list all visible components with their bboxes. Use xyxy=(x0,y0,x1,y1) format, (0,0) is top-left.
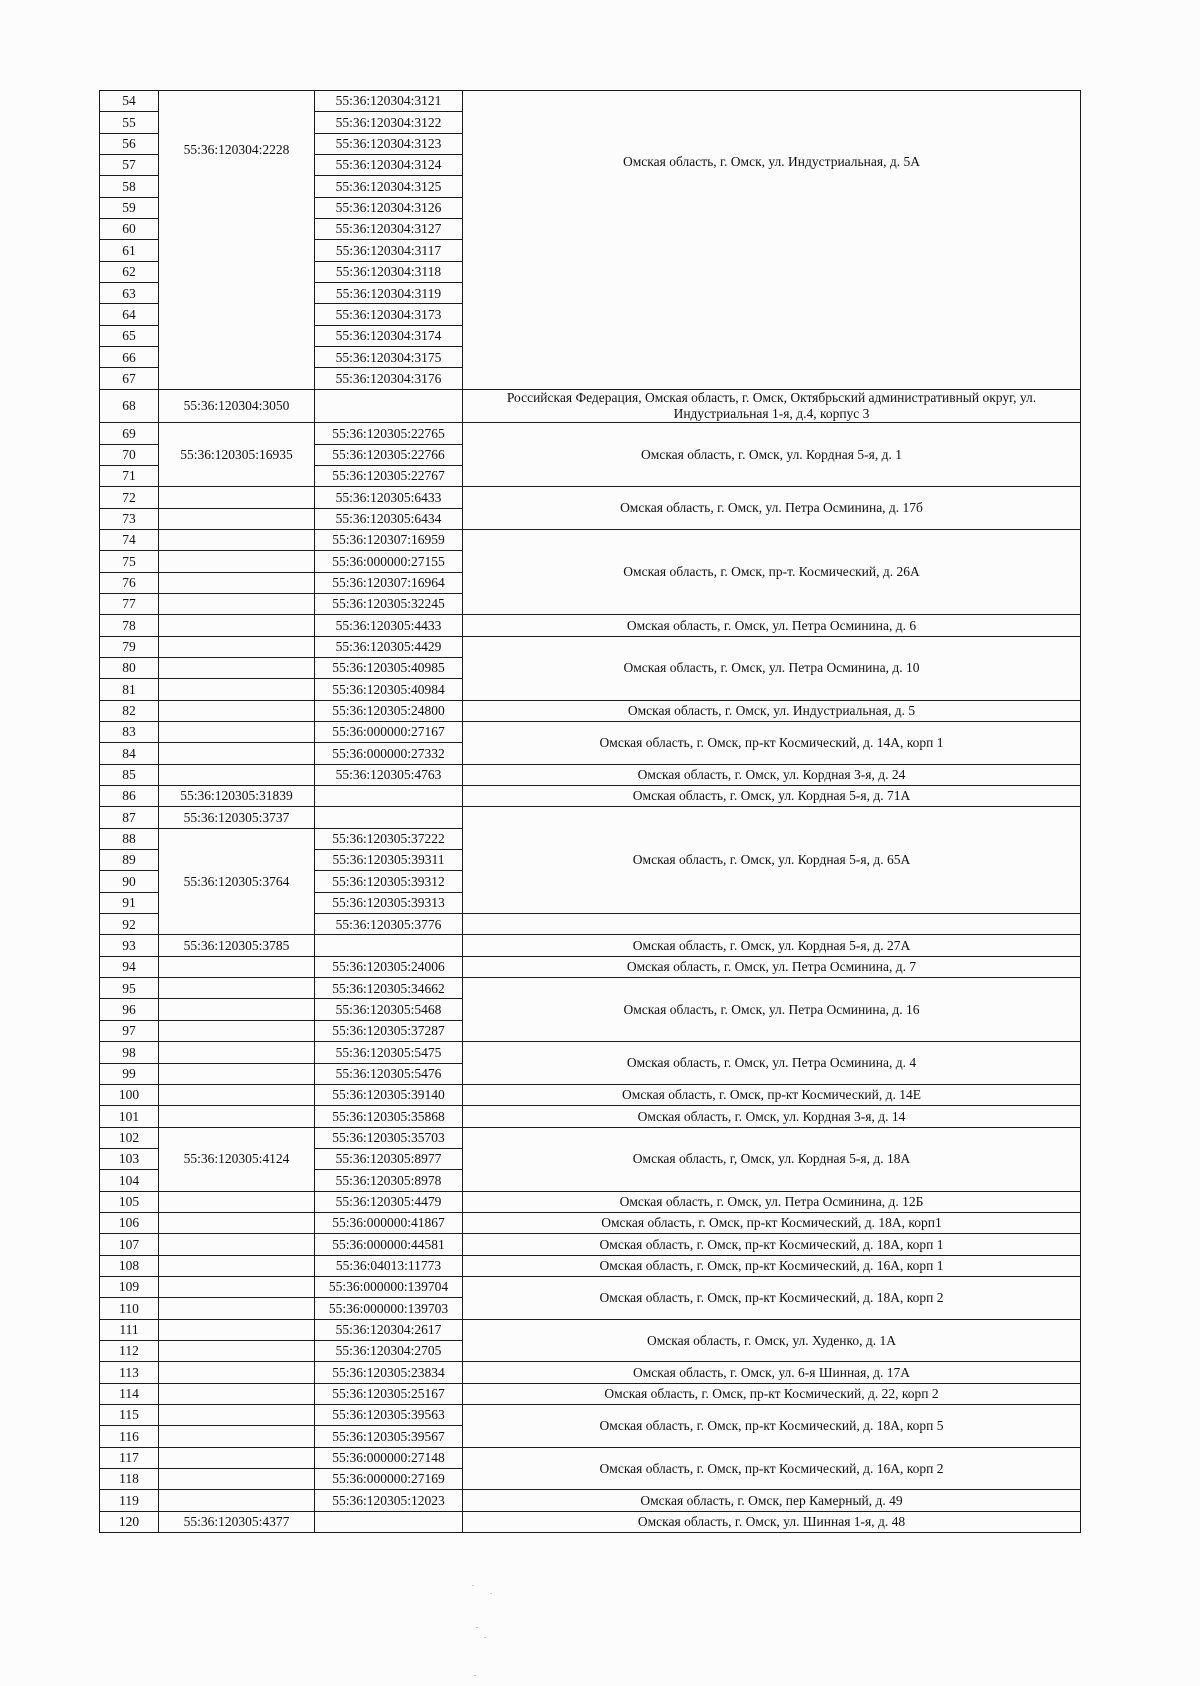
object-cadastral-number xyxy=(463,914,1081,935)
table-row xyxy=(100,956,1081,977)
row-number: 59 xyxy=(100,197,159,218)
object-cadastral-number: 55:36:120304:3125 xyxy=(315,176,463,197)
row-number: 58 xyxy=(100,176,159,197)
object-cadastral-number: 55:36:120305:4429 xyxy=(315,636,463,657)
row-number: 56 xyxy=(100,133,159,154)
table-row xyxy=(100,1212,1081,1233)
object-address: Омская область, г. Омск, ул. Петра Осминина, д. 6 xyxy=(463,615,1081,636)
object-address: Омская область, г. Омск, ул. Кордная 3-я, д. 24 xyxy=(463,764,1081,785)
row-number: 57 xyxy=(100,155,159,176)
land-cadastral-number xyxy=(159,1362,315,1383)
object-address: Омская область, г. Омск, ул. Петра Осминина, д. 17б xyxy=(463,487,1081,530)
row-number: 112 xyxy=(100,1340,159,1361)
land-cadastral-number xyxy=(159,1084,315,1105)
object-address: Омская область, г. Омск, пр-кт Космический, д. 14А, корп 1 xyxy=(463,722,1081,765)
object-address: Омская область, г. Омск, пр-кт Космический, д. 16А, корп 1 xyxy=(463,1255,1081,1276)
row-number: 75 xyxy=(100,551,159,572)
row-number: 61 xyxy=(100,240,159,261)
row-number: 67 xyxy=(100,368,159,389)
object-cadastral-number: 55:36:120305:4479 xyxy=(315,1191,463,1212)
cadastral-objects-table xyxy=(99,90,1081,1533)
land-cadastral-number xyxy=(159,722,315,743)
object-cadastral-number: 55:36:120304:3174 xyxy=(315,325,463,346)
object-cadastral-number: 55:36:120305:12023 xyxy=(315,1490,463,1511)
object-cadastral-number xyxy=(315,807,463,828)
row-number: 94 xyxy=(100,956,159,977)
object-address: Омская область, г. Омск, ул. Петра Осминина, д. 4 xyxy=(463,1042,1081,1085)
object-cadastral-number: 55:36:04013:11773 xyxy=(315,1255,463,1276)
row-number: 100 xyxy=(100,1084,159,1105)
object-cadastral-number: 55:36:000000:139704 xyxy=(315,1276,463,1297)
object-cadastral-number: 55:36:000000:27169 xyxy=(315,1469,463,1490)
row-number: 102 xyxy=(100,1127,159,1148)
object-cadastral-number: 55:36:120304:3175 xyxy=(315,347,463,368)
object-cadastral-number xyxy=(315,1511,463,1532)
row-number: 71 xyxy=(100,465,159,486)
land-cadastral-number xyxy=(159,1255,315,1276)
object-cadastral-number: 55:36:120304:3123 xyxy=(315,133,463,154)
table-row xyxy=(100,389,1081,422)
land-cadastral-number xyxy=(159,956,315,977)
object-cadastral-number xyxy=(315,935,463,956)
object-cadastral-number: 55:36:000000:41867 xyxy=(315,1212,463,1233)
row-number: 103 xyxy=(100,1148,159,1169)
row-number: 74 xyxy=(100,529,159,550)
land-cadastral-number xyxy=(159,593,315,614)
object-address: Омская область, г. Омск, ул. Индустриальная, д. 5 xyxy=(463,700,1081,721)
table-row xyxy=(100,91,1081,112)
land-cadastral-number: 55:36:120305:3764 xyxy=(159,828,315,935)
table-row xyxy=(100,978,1081,999)
table-row xyxy=(100,935,1081,956)
table-row xyxy=(100,1511,1081,1532)
object-cadastral-number: 55:36:120305:40985 xyxy=(315,657,463,678)
table-row xyxy=(100,487,1081,508)
object-address: Омская область, г. Омск, ул. Петра Осминина, д. 16 xyxy=(463,978,1081,1042)
object-cadastral-number: 55:36:120305:8978 xyxy=(315,1170,463,1191)
table-row xyxy=(100,1255,1081,1276)
object-cadastral-number: 55:36:120305:39563 xyxy=(315,1405,463,1426)
row-number: 89 xyxy=(100,850,159,871)
object-address: Омская область, г. Омск, ул. Петра Осминина, д. 12Б xyxy=(463,1191,1081,1212)
row-number: 86 xyxy=(100,786,159,807)
row-number: 92 xyxy=(100,914,159,935)
land-cadastral-number: 55:36:120305:31839 xyxy=(159,786,315,807)
land-cadastral-number xyxy=(159,764,315,785)
object-cadastral-number: 55:36:120305:39140 xyxy=(315,1084,463,1105)
row-number: 99 xyxy=(100,1063,159,1084)
object-cadastral-number: 55:36:120305:37287 xyxy=(315,1020,463,1041)
object-address: Омская область, г. Омск, пр-кт Космический, д. 18А, корп 1 xyxy=(463,1234,1081,1255)
row-number: 117 xyxy=(100,1447,159,1468)
object-cadastral-number: 55:36:120305:23834 xyxy=(315,1362,463,1383)
object-cadastral-number: 55:36:000000:139703 xyxy=(315,1298,463,1319)
land-cadastral-number xyxy=(159,1042,315,1063)
table-row xyxy=(100,786,1081,807)
row-number: 81 xyxy=(100,679,159,700)
row-number: 79 xyxy=(100,636,159,657)
row-number: 73 xyxy=(100,508,159,529)
row-number: 111 xyxy=(100,1319,159,1340)
land-cadastral-number xyxy=(159,529,315,550)
object-address: Омская область, г. Омск, пр-кт Космический, д. 18А, корп1 xyxy=(463,1212,1081,1233)
row-number: 96 xyxy=(100,999,159,1020)
land-cadastral-number: 55:36:120305:3776 xyxy=(315,914,463,935)
row-number: 98 xyxy=(100,1042,159,1063)
land-cadastral-number: 55:36:120305:3785 xyxy=(159,935,315,956)
land-cadastral-number xyxy=(159,1426,315,1447)
land-cadastral-number xyxy=(159,615,315,636)
land-cadastral-number xyxy=(159,1212,315,1233)
land-cadastral-number: 55:36:120305:3737 xyxy=(159,807,315,828)
object-cadastral-number: 55:36:120305:22765 xyxy=(315,423,463,444)
land-cadastral-number xyxy=(159,1447,315,1468)
row-number: 105 xyxy=(100,1191,159,1212)
land-cadastral-number xyxy=(159,1191,315,1212)
land-cadastral-number xyxy=(159,657,315,678)
row-number: 120 xyxy=(100,1511,159,1532)
object-address: Омская область, г, Омск, ул. Кордная 5-я, д. 18А xyxy=(463,1127,1081,1191)
object-address: Омская область, г. Омск, ул. Кордная 5-я, д. 71А xyxy=(463,786,1081,807)
object-cadastral-number: 55:36:120305:39311 xyxy=(315,850,463,871)
object-cadastral-number: 55:36:120305:32245 xyxy=(315,593,463,614)
row-number: 82 xyxy=(100,700,159,721)
land-cadastral-number xyxy=(159,508,315,529)
table-row xyxy=(100,1234,1081,1255)
row-number: 80 xyxy=(100,657,159,678)
object-cadastral-number: 55:36:120305:24006 xyxy=(315,956,463,977)
object-cadastral-number: 55:36:120305:4433 xyxy=(315,615,463,636)
land-cadastral-number: 55:36:120304:3050 xyxy=(159,389,315,422)
land-cadastral-number xyxy=(159,1276,315,1297)
land-cadastral-number xyxy=(159,636,315,657)
land-cadastral-number xyxy=(159,1020,315,1041)
object-address: Омская область, г. Омск, пер Камерный, д. 49 xyxy=(463,1490,1081,1511)
row-number: 68 xyxy=(100,389,159,422)
land-cadastral-number: 55:36:120305:16935 xyxy=(159,423,315,487)
object-cadastral-number: 55:36:120305:8977 xyxy=(315,1148,463,1169)
land-cadastral-number xyxy=(159,700,315,721)
land-cadastral-number xyxy=(159,1063,315,1084)
object-cadastral-number: 55:36:120304:2705 xyxy=(315,1340,463,1361)
land-cadastral-number xyxy=(159,487,315,508)
row-number: 104 xyxy=(100,1170,159,1191)
object-cadastral-number: 55:36:120305:39313 xyxy=(315,892,463,913)
object-cadastral-number: 55:36:120304:3118 xyxy=(315,261,463,282)
table-row xyxy=(100,636,1081,657)
table-row xyxy=(100,1447,1081,1468)
land-cadastral-number: 55:36:120304:2228 xyxy=(159,91,315,390)
row-number: 95 xyxy=(100,978,159,999)
table-row xyxy=(100,529,1081,550)
table-row xyxy=(100,764,1081,785)
row-number: 54 xyxy=(100,91,159,112)
row-number: 113 xyxy=(100,1362,159,1383)
row-number: 63 xyxy=(100,283,159,304)
object-cadastral-number: 55:36:120304:3176 xyxy=(315,368,463,389)
row-number: 97 xyxy=(100,1020,159,1041)
object-cadastral-number xyxy=(315,389,463,422)
object-address: Омская область, г. Омск, пр-кт Космический, д. 18А, корп 2 xyxy=(463,1276,1081,1319)
row-number: 118 xyxy=(100,1469,159,1490)
row-number: 101 xyxy=(100,1106,159,1127)
row-number: 77 xyxy=(100,593,159,614)
object-cadastral-number: 55:36:120305:5475 xyxy=(315,1042,463,1063)
object-address: Омская область, г. Омск, ул. Шинная 1-я, д. 48 xyxy=(463,1511,1081,1532)
object-cadastral-number: 55:36:120305:24800 xyxy=(315,700,463,721)
object-cadastral-number: 55:36:000000:44581 xyxy=(315,1234,463,1255)
land-cadastral-number: 55:36:120305:4377 xyxy=(159,1511,315,1532)
table-row xyxy=(100,1042,1081,1063)
object-cadastral-number: 55:36:120305:34662 xyxy=(315,978,463,999)
object-address: Омская область, г. Омск, пр-кт Космический, д. 14Е xyxy=(463,1084,1081,1105)
row-number: 106 xyxy=(100,1212,159,1233)
land-cadastral-number xyxy=(159,1298,315,1319)
object-address: Омская область, г. Омск, пр-кт Космический, д. 22, корп 2 xyxy=(463,1383,1081,1404)
object-cadastral-number: 55:36:120305:4763 xyxy=(315,764,463,785)
object-cadastral-number: 55:36:120305:35703 xyxy=(315,1127,463,1148)
row-number: 72 xyxy=(100,487,159,508)
row-number: 55 xyxy=(100,112,159,133)
land-cadastral-number xyxy=(159,1383,315,1404)
table-row xyxy=(100,615,1081,636)
object-address: Омская область, г. Омск, ул. Петра Осминина, д. 10 xyxy=(463,636,1081,700)
table-row xyxy=(100,1383,1081,1404)
row-number: 84 xyxy=(100,743,159,764)
land-cadastral-number xyxy=(159,1234,315,1255)
row-number: 93 xyxy=(100,935,159,956)
row-number: 116 xyxy=(100,1426,159,1447)
object-address: Омская область, г. Омск, пр-т. Космический, д. 26А xyxy=(463,529,1081,614)
row-number: 70 xyxy=(100,444,159,465)
object-cadastral-number: 55:36:120304:3122 xyxy=(315,112,463,133)
row-number: 65 xyxy=(100,325,159,346)
object-cadastral-number: 55:36:120305:6434 xyxy=(315,508,463,529)
object-cadastral-number: 55:36:120304:3173 xyxy=(315,304,463,325)
land-cadastral-number xyxy=(159,1319,315,1340)
table-row xyxy=(100,1362,1081,1383)
object-cadastral-number: 55:36:120305:5476 xyxy=(315,1063,463,1084)
table-row xyxy=(100,1106,1081,1127)
object-cadastral-number: 55:36:120307:16964 xyxy=(315,572,463,593)
row-number: 109 xyxy=(100,1276,159,1297)
row-number: 60 xyxy=(100,219,159,240)
object-address: Омская область, г. Омск, ул. 6-я Шинная, д. 17А xyxy=(463,1362,1081,1383)
table-row xyxy=(100,1319,1081,1340)
object-address: Омская область, г. Омск, ул. Кордная 5-я, д. 65А xyxy=(463,807,1081,914)
table-row xyxy=(100,1490,1081,1511)
row-number: 107 xyxy=(100,1234,159,1255)
object-cadastral-number xyxy=(315,786,463,807)
row-number: 90 xyxy=(100,871,159,892)
object-cadastral-number: 55:36:120304:3126 xyxy=(315,197,463,218)
table-row xyxy=(100,1084,1081,1105)
object-address: Омская область, г. Омск, пр-кт Космический, д. 16А, корп 2 xyxy=(463,1447,1081,1490)
object-address: Омская область, г. Омск, ул. Кордная 3-я, д. 14 xyxy=(463,1106,1081,1127)
object-cadastral-number: 55:36:120304:3121 xyxy=(315,91,463,112)
land-cadastral-number xyxy=(159,743,315,764)
object-cadastral-number: 55:36:120305:39312 xyxy=(315,871,463,892)
object-address: Омская область, г. Омск, ул. Худенко, д. 1А xyxy=(463,1319,1081,1362)
object-cadastral-number: 55:36:120305:39567 xyxy=(315,1426,463,1447)
table-body xyxy=(100,91,1081,1533)
object-cadastral-number: 55:36:120304:2617 xyxy=(315,1319,463,1340)
table-row xyxy=(100,700,1081,721)
object-cadastral-number: 55:36:000000:27167 xyxy=(315,722,463,743)
object-address: Омская область, г. Омск, ул. Петра Осминина, д. 7 xyxy=(463,956,1081,977)
object-cadastral-number: 55:36:000000:27332 xyxy=(315,743,463,764)
row-number: 69 xyxy=(100,423,159,444)
scan-noise xyxy=(470,1585,510,1685)
row-number: 114 xyxy=(100,1383,159,1404)
object-cadastral-number: 55:36:120304:3124 xyxy=(315,155,463,176)
object-address: Омская область, г. Омск, пр-кт Космический, д. 18А, корп 5 xyxy=(463,1405,1081,1448)
object-cadastral-number: 55:36:120305:22766 xyxy=(315,444,463,465)
row-number: 110 xyxy=(100,1298,159,1319)
row-number: 66 xyxy=(100,347,159,368)
land-cadastral-number xyxy=(159,999,315,1020)
object-cadastral-number: 55:36:000000:27155 xyxy=(315,551,463,572)
table-row xyxy=(100,423,1081,444)
object-cadastral-number: 55:36:000000:27148 xyxy=(315,1447,463,1468)
land-cadastral-number xyxy=(159,1490,315,1511)
land-cadastral-number xyxy=(159,1340,315,1361)
object-address: Омская область, г. Омск, ул. Кордная 5-я, д. 27А xyxy=(463,935,1081,956)
object-address: Омская область, г. Омск, ул. Индустриальная, д. 5А xyxy=(463,91,1081,390)
land-cadastral-number xyxy=(159,978,315,999)
object-cadastral-number: 55:36:120305:25167 xyxy=(315,1383,463,1404)
land-cadastral-number: 55:36:120305:4124 xyxy=(159,1127,315,1191)
row-number: 76 xyxy=(100,572,159,593)
table-row xyxy=(100,1276,1081,1297)
object-cadastral-number: 55:36:120304:3117 xyxy=(315,240,463,261)
object-cadastral-number: 55:36:120304:3119 xyxy=(315,283,463,304)
row-number: 108 xyxy=(100,1255,159,1276)
land-cadastral-number xyxy=(159,572,315,593)
row-number: 115 xyxy=(100,1405,159,1426)
row-number: 83 xyxy=(100,722,159,743)
object-address: Российская Федерация, Омская область, г. Омск, Октябрьский административный округ, ул. Индустриальная 1-я, д.4, корпус 3 xyxy=(463,389,1081,422)
land-cadastral-number xyxy=(159,679,315,700)
row-number: 85 xyxy=(100,764,159,785)
table-row xyxy=(100,722,1081,743)
table-row xyxy=(100,1191,1081,1212)
row-number: 78 xyxy=(100,615,159,636)
object-cadastral-number: 55:36:120304:3127 xyxy=(315,219,463,240)
row-number: 119 xyxy=(100,1490,159,1511)
object-cadastral-number: 55:36:120305:40984 xyxy=(315,679,463,700)
land-cadastral-number xyxy=(159,1469,315,1490)
row-number: 91 xyxy=(100,892,159,913)
table-row xyxy=(100,1127,1081,1148)
object-cadastral-number: 55:36:120305:22767 xyxy=(315,465,463,486)
object-cadastral-number: 55:36:120305:37222 xyxy=(315,828,463,849)
land-cadastral-number xyxy=(159,1405,315,1426)
object-cadastral-number: 55:36:120305:6433 xyxy=(315,487,463,508)
object-cadastral-number: 55:36:120305:35868 xyxy=(315,1106,463,1127)
row-number: 64 xyxy=(100,304,159,325)
row-number: 88 xyxy=(100,828,159,849)
object-address: Омская область, г. Омск, ул. Кордная 5-я, д. 1 xyxy=(463,423,1081,487)
row-number: 87 xyxy=(100,807,159,828)
table-row xyxy=(100,807,1081,828)
row-number: 62 xyxy=(100,261,159,282)
object-cadastral-number: 55:36:120305:5468 xyxy=(315,999,463,1020)
object-cadastral-number: 55:36:120307:16959 xyxy=(315,529,463,550)
land-cadastral-number xyxy=(159,1106,315,1127)
table-row xyxy=(100,1405,1081,1426)
land-cadastral-number xyxy=(159,551,315,572)
